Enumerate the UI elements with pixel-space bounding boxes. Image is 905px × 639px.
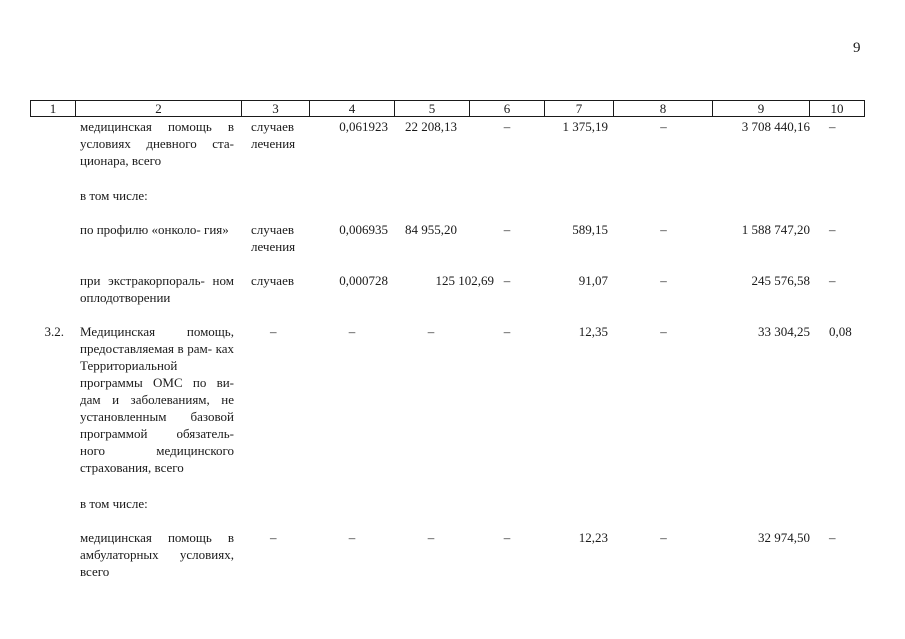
row-value-col10: – (829, 119, 836, 134)
page-number: 9 (853, 40, 861, 56)
column-header-5: 5 (395, 101, 470, 117)
row-value-col5: 84 955,20 (405, 222, 457, 237)
row-name: медицинская помощь в амбулаторных условиях, всего (80, 530, 234, 579)
row-name: при экстракорпораль- ном оплодотворении (80, 273, 234, 305)
column-header-9: 9 (713, 101, 810, 117)
row-value-col8: – (660, 273, 667, 288)
column-header-10: 10 (810, 101, 865, 117)
row-value-col8: – (660, 324, 667, 339)
row-value-col5: 22 208,13 (405, 119, 457, 134)
row-value-col4: – (348, 530, 356, 545)
row-unit: случаев (251, 273, 294, 288)
row-name: Медицинская помощь, предоставляемая в рам- ках Территориальной программы ОМС по ви- дам и заболеваниям, не установленным базовой программой обязатель- ного медицинского страхования, всего (80, 324, 234, 475)
row-value-col8: – (660, 119, 667, 134)
row-value-col6: – (503, 530, 511, 545)
row-number: 3.2. (44, 324, 64, 339)
subsection-note: в том числе: (80, 188, 148, 203)
row-value-col7: 12,35 (578, 324, 608, 339)
row-name: медицинская помощь в условиях дневного ста- ционара, всего (80, 119, 234, 168)
column-header-3: 3 (242, 101, 310, 117)
row-value-col10: 0,08 (829, 324, 852, 339)
row-value-col6: – (503, 273, 511, 288)
row-value-col6: – (503, 222, 511, 237)
row-value-col7: 589,15 (572, 222, 608, 237)
row-unit: случаев лечения (251, 222, 296, 254)
subsection-note: в том числе: (80, 496, 148, 511)
row-unit: – (270, 324, 277, 339)
row-value-col4: – (348, 324, 356, 339)
row-value-col9: 32 974,50 (758, 530, 810, 545)
row-value-col4: 0,061923 (339, 119, 388, 134)
column-header-1: 1 (31, 101, 76, 117)
row-value-col5: – (427, 324, 435, 339)
row-name: по профилю «онколо- гия» (80, 222, 229, 237)
row-value-col7: 12,23 (578, 530, 608, 545)
row-value-col7: 1 375,19 (562, 119, 608, 134)
row-value-col8: – (660, 530, 667, 545)
row-value-col10: – (829, 273, 836, 288)
row-value-col9: 1 588 747,20 (741, 222, 810, 237)
row-unit: – (270, 530, 277, 545)
row-value-col10: – (829, 530, 836, 545)
row-value-col9: 3 708 440,16 (741, 119, 810, 134)
row-value-col4: 0,000728 (339, 273, 388, 288)
row-value-col9: 33 304,25 (758, 324, 810, 339)
row-value-col7: 91,07 (578, 273, 608, 288)
column-header-2: 2 (76, 101, 242, 117)
row-value-col5: 125 102,69 (435, 273, 494, 288)
column-header-4: 4 (310, 101, 395, 117)
column-header-8: 8 (614, 101, 713, 117)
row-value-col4: 0,006935 (339, 222, 388, 237)
column-header-7: 7 (545, 101, 614, 117)
row-value-col8: – (660, 222, 667, 237)
row-value-col9: 245 576,58 (751, 273, 810, 288)
row-unit: случаев лечения (251, 119, 296, 151)
row-value-col5: – (427, 530, 435, 545)
column-header-6: 6 (470, 101, 545, 117)
row-value-col6: – (503, 119, 511, 134)
row-value-col6: – (503, 324, 511, 339)
row-value-col10: – (829, 222, 836, 237)
